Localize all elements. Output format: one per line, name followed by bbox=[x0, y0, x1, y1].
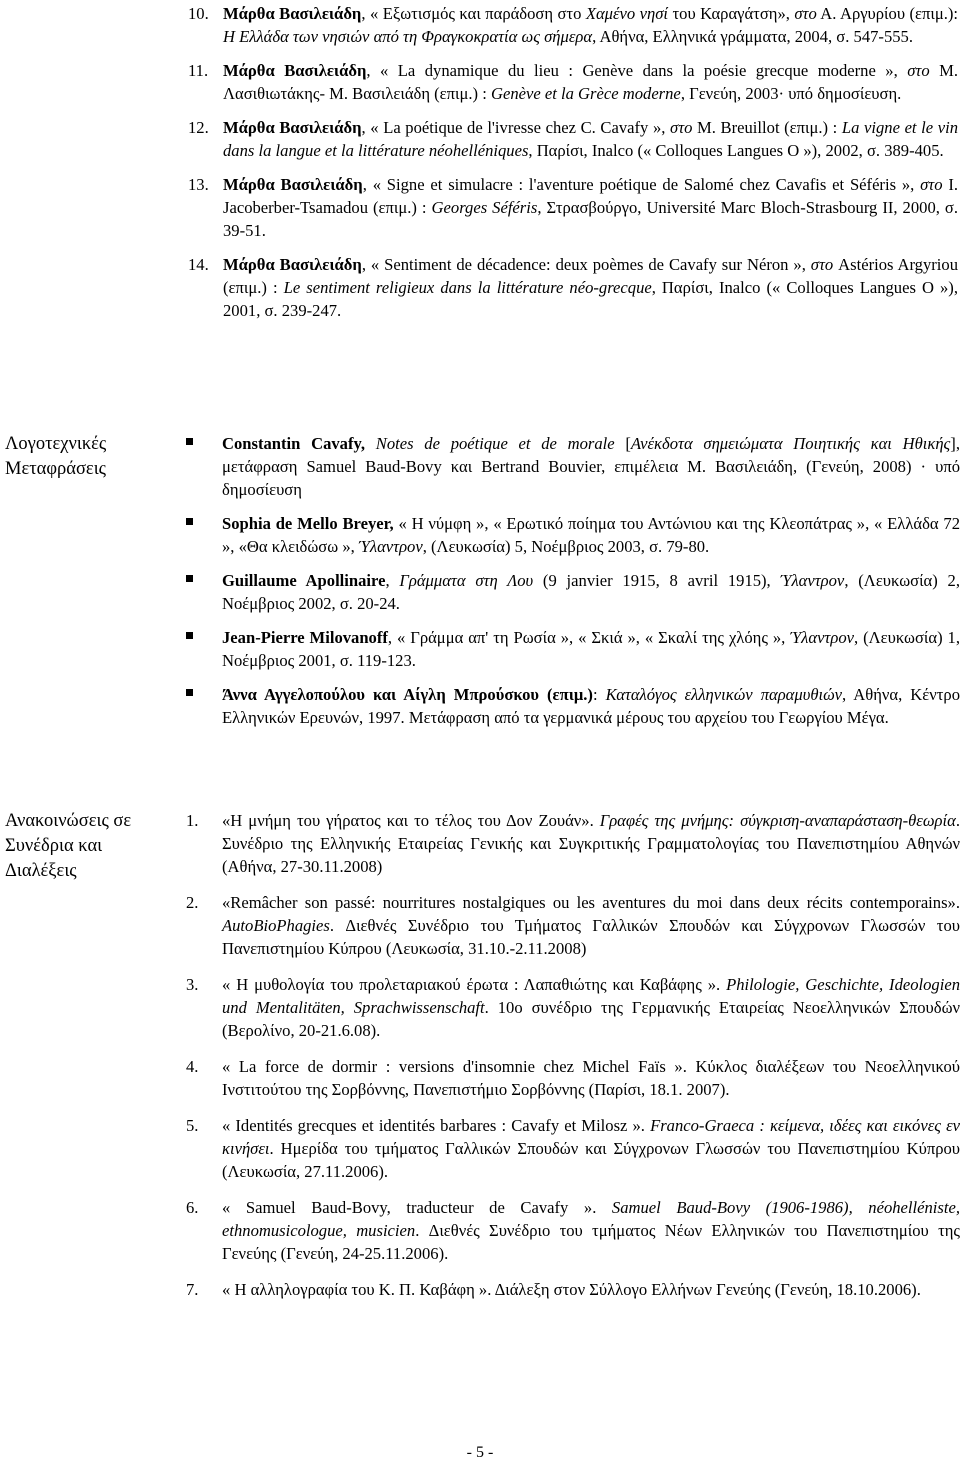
bold-text: Μάρθα Βασιλειάδη bbox=[223, 61, 367, 80]
italic-text: Γράμματα στη Λου bbox=[399, 571, 534, 590]
talk-item bbox=[185, 891, 960, 960]
talk-number: 7. bbox=[186, 1280, 199, 1299]
talk-number: 4. bbox=[186, 1057, 199, 1076]
translation-item bbox=[185, 432, 960, 501]
italic-text: στο bbox=[670, 118, 693, 137]
text-run: « Η μυθολογία του προλεταριακού έρωτα : Λαπαθιώτης και Καβάφης ». bbox=[222, 975, 727, 994]
bold-text: Jean-Pierre Milovanoff bbox=[222, 628, 388, 647]
italic-text: στο bbox=[920, 175, 943, 194]
text-run: , Παρίσι, Inalco (« Colloques Langues O »), 2001, σ. 239-247. bbox=[223, 278, 958, 320]
square-bullet-icon bbox=[186, 689, 193, 696]
talk-item bbox=[185, 973, 960, 1042]
italic-text: Ανέκδοτα σημειώματα Ποιητικής και Ηθικής bbox=[630, 434, 951, 453]
publication-number: 13. bbox=[188, 175, 209, 194]
text-run: . Διεθνές Συνέδριο του τμήματος Νέων Ελληνικών του Πανεπιστημίου της Γενεύης (Γενεύη, 24-25.11.2006). bbox=[222, 1221, 960, 1263]
section-title-translations bbox=[5, 432, 175, 482]
italic-text: στο bbox=[907, 61, 930, 80]
section-title-talks bbox=[5, 809, 175, 884]
publication-item bbox=[188, 173, 958, 242]
text-run: , Αθήνα, Ελληνικά γράμματα, 2004, σ. 547-555. bbox=[592, 27, 913, 46]
publication-list bbox=[188, 2, 958, 333]
text-run: , « Γράμμα απ' τη Ρωσία », « Σκιά », « Σκαλί της χλόης », bbox=[387, 628, 791, 647]
italic-text: Georges Séféris bbox=[431, 198, 538, 217]
talk-item bbox=[185, 1114, 960, 1183]
text-run: . 10ο συνέδριο της Γερμανικής Εταιρείας Νεοελληνικών Σπουδών (Βερολίνο, 20-21.6.08). bbox=[222, 998, 960, 1040]
italic-text: Χαμένο νησί bbox=[585, 4, 669, 23]
publication-item bbox=[188, 2, 958, 48]
bold-text: Μάρθα Βασιλειάδη bbox=[223, 255, 362, 274]
text-run: , Γενεύη, 2003· υπό δημοσίευση. bbox=[680, 84, 902, 103]
bold-text: Constantin Cavafy, bbox=[222, 434, 366, 453]
text-run: , bbox=[385, 571, 400, 590]
publication-number: 12. bbox=[188, 118, 209, 137]
text-run: του Καραγάτση», bbox=[668, 4, 795, 23]
square-bullet-icon bbox=[186, 438, 193, 445]
text-run: « Η αλληλογραφία του Κ. Π. Καβάφη ». Διάλεξη στον Σύλλογο Ελλήνων Γενεύης (Γενεύη, 18.10.2006). bbox=[222, 1280, 921, 1299]
publication-item bbox=[188, 116, 958, 162]
text-run: « Η νύμφη », « Ερωτικό ποίημα του Αντώνιου και της Κλεοπάτρας », « Ελλάδα 72 », «Θα κλειδώσω », bbox=[222, 514, 960, 556]
publication-text bbox=[223, 173, 958, 242]
italic-text: La vigne et le vin dans la langue et la littérature néohelléniques bbox=[223, 118, 959, 160]
italic-text: Ύλαντρον bbox=[358, 537, 423, 556]
publication-text bbox=[223, 2, 958, 48]
italic-text: AutoBioPhagies bbox=[222, 916, 330, 935]
talk-number: 1. bbox=[186, 811, 199, 830]
talk-item bbox=[185, 809, 960, 878]
square-bullet-icon bbox=[186, 575, 193, 582]
text-run: : bbox=[592, 685, 606, 704]
publication-number: 10. bbox=[188, 4, 209, 23]
text-run: , Παρίσι, Inalco (« Colloques Langues O »), 2002, σ. 389-405. bbox=[528, 141, 944, 160]
bold-text: Sophia de Mello Breyer, bbox=[222, 514, 394, 533]
text-run bbox=[365, 434, 376, 453]
text-run: , « Εξωτισμός και παράδοση στο bbox=[361, 4, 586, 23]
text-run: , Στρασβούργο, Université Marc Bloch-Strasbourg II, 2000, σ. 39-51. bbox=[223, 198, 958, 240]
text-run: « Identités grecques et identités barbares : Cavafy et Milosz ». bbox=[222, 1116, 651, 1135]
talk-item bbox=[185, 1278, 960, 1301]
italic-text: Ύλαντρον bbox=[790, 628, 855, 647]
talk-number: 5. bbox=[186, 1116, 199, 1135]
square-bullet-icon bbox=[186, 518, 193, 525]
italic-text: στο bbox=[810, 255, 834, 274]
text-run: ], μετάφραση Samuel Baud-Bovy και Bertrand Bouvier, επιμέλεια Μ. Βασιλειάδη, (Γενεύη, 2008) · υπό δημοσίευση bbox=[222, 434, 960, 499]
italic-text: Καταλόγος ελληνικών παραμυθιών bbox=[605, 685, 843, 704]
talk-number: 6. bbox=[186, 1198, 199, 1217]
italic-text: Γραφές της μνήμης: σύγκριση-αναπαράσταση-θεωρία bbox=[599, 811, 956, 830]
publication-text bbox=[223, 59, 958, 105]
italic-text: Samuel Baud-Bovy (1906-1986), néohelléniste, ethnomusicologue, musicien bbox=[222, 1198, 960, 1240]
text-run: «Remâcher son passé: nourritures nostalgiques ou les aventures du moi dans deux récits contemporains». bbox=[222, 893, 960, 912]
talk-number: 3. bbox=[186, 975, 199, 994]
text-run: [ bbox=[614, 434, 631, 453]
text-run: « La force de dormir : versions d'insomnie chez Michel Faïs ». Κύκλος διαλέξεων του Νεοελληνικού Ινστιτούτου της Σορβόννης, Πανεπιστήμιο Σορβόννης (Παρίσι, 18.1. 2007). bbox=[222, 1057, 960, 1099]
text-run: , « La poétique de l'ivresse chez C. Cavafy », bbox=[361, 118, 671, 137]
publication-text bbox=[223, 116, 958, 162]
talks-list bbox=[185, 809, 960, 1314]
translation-item bbox=[185, 512, 960, 558]
text-run: , (Λευκωσία) 2, Νοέμβριος 2002, σ. 20-24. bbox=[222, 571, 960, 613]
italic-text: Franco-Graeca : κείμενα, ιδέες και εικόνες εν κινήσει bbox=[222, 1116, 960, 1158]
text-run: , « Sentiment de décadence: deux poèmes de Cavafy sur Néron », bbox=[361, 255, 811, 274]
text-run: (9 janvier 1915, 8 avril 1915), bbox=[533, 571, 781, 590]
bold-text: Μάρθα Βασιλειάδη bbox=[223, 118, 362, 137]
text-run: , (Λευκωσία) 5, Νοέμβριος 2003, σ. 79-80. bbox=[422, 537, 710, 556]
page-number: - 5 - bbox=[466, 1444, 494, 1461]
text-run: , Αθήνα, Κέντρο Ελληνικών Ερευνών, 1997. Μετάφραση από τα γερμανικά μέρους του αρχείου του Γεωργίου Μέγα. bbox=[222, 685, 960, 727]
text-run: «Η μνήμη του γήρατος και το τέλος του Δον Ζουάν». bbox=[222, 811, 600, 830]
translations-list bbox=[185, 432, 960, 740]
bold-text: Guillaume Apollinaire bbox=[222, 571, 386, 590]
text-run: I. Jacoberber-Tsamadou (επιμ.) : bbox=[223, 175, 959, 217]
text-run: Astérios Argyriou (επιμ.) : bbox=[223, 255, 958, 297]
italic-text: Le sentiment religieux dans la littérature néo-grecque bbox=[283, 278, 652, 297]
publication-number: 11. bbox=[188, 61, 209, 80]
section-title-line: Συνέδρια και bbox=[5, 836, 103, 856]
text-run: , (Λευκωσία) 1, Νοέμβριος 2001, σ. 119-123. bbox=[222, 628, 960, 670]
publication-item bbox=[188, 59, 958, 105]
text-run: Μ. Λασιθιωτάκης- Μ. Βασιλειάδη (επιμ.) : bbox=[223, 61, 958, 103]
translation-item bbox=[185, 569, 960, 615]
text-run: Α. Αργυρίου (επιμ.): bbox=[816, 4, 958, 23]
bold-text: Μάρθα Βασιλειάδη bbox=[223, 4, 362, 23]
text-run: . Ημερίδα του τμήματος Γαλλικών Σπουδών και Σύγχρονων Γλωσσών του Πανεπιστημίου Κύπρου (Λευκωσία, 27.11.2006). bbox=[222, 1139, 960, 1181]
italic-text: Ύλαντρον bbox=[780, 571, 845, 590]
text-run: , « La dynamique du lieu : Genève dans la poésie grecque moderne », bbox=[366, 61, 908, 80]
text-run: . Συνέδριο της Ελληνικής Εταιρείας Γενικής και Συγκριτικής Γραμματολογίας του Πανεπιστημίου Αθηνών (Αθήνα, 27-30.11.2008) bbox=[222, 811, 960, 876]
italic-text: στο bbox=[794, 4, 817, 23]
italic-text: Philologie, Geschichte, Ideologien und Mentalitäten, Sprachwissenschaft bbox=[222, 975, 960, 1017]
publication-item bbox=[188, 253, 958, 322]
talk-item bbox=[185, 1055, 960, 1101]
square-bullet-icon bbox=[186, 632, 193, 639]
talk-number: 2. bbox=[186, 893, 199, 912]
section-title-line: Διαλέξεις bbox=[5, 861, 77, 881]
translation-item bbox=[185, 626, 960, 672]
publication-text bbox=[223, 253, 958, 322]
section-title-line: Ανακοινώσεις σε bbox=[5, 811, 132, 831]
text-run: « Samuel Baud-Bovy, traducteur de Cavafy ». bbox=[222, 1198, 612, 1217]
italic-text: Η Ελλάδα των νησιών από τη Φραγκοκρατία ως σήμερα bbox=[223, 27, 593, 46]
talk-item bbox=[185, 1196, 960, 1265]
text-run: , « Signe et simulacre : l'aventure poétique de Salomé chez Cavafis et Séféris », bbox=[362, 175, 921, 194]
section-title-line: Λογοτεχνικές bbox=[5, 434, 107, 454]
bold-text: Μάρθα Βασιλειάδη bbox=[223, 175, 363, 194]
italic-text: Notes de poétique et de morale bbox=[375, 434, 615, 453]
publication-number: 14. bbox=[188, 255, 209, 274]
bold-text: Άννα Αγγελοπούλου και Αίγλη Μπρούσκου (επιμ.) bbox=[222, 685, 593, 704]
translation-item bbox=[185, 683, 960, 729]
text-run: . Διεθνές Συνέδριο του Τμήματος Γαλλικών Σπουδών και Σύγχρονων Γλωσσών του Πανεπιστημίου Κύπρου (Λευκωσία, 31.10.-2.11.2008) bbox=[222, 916, 960, 958]
italic-text: Genève et la Grèce moderne bbox=[490, 84, 681, 103]
section-title-line: Μεταφράσεις bbox=[5, 459, 106, 479]
text-run: Μ. Breuillot (επιμ.) : bbox=[692, 118, 842, 137]
